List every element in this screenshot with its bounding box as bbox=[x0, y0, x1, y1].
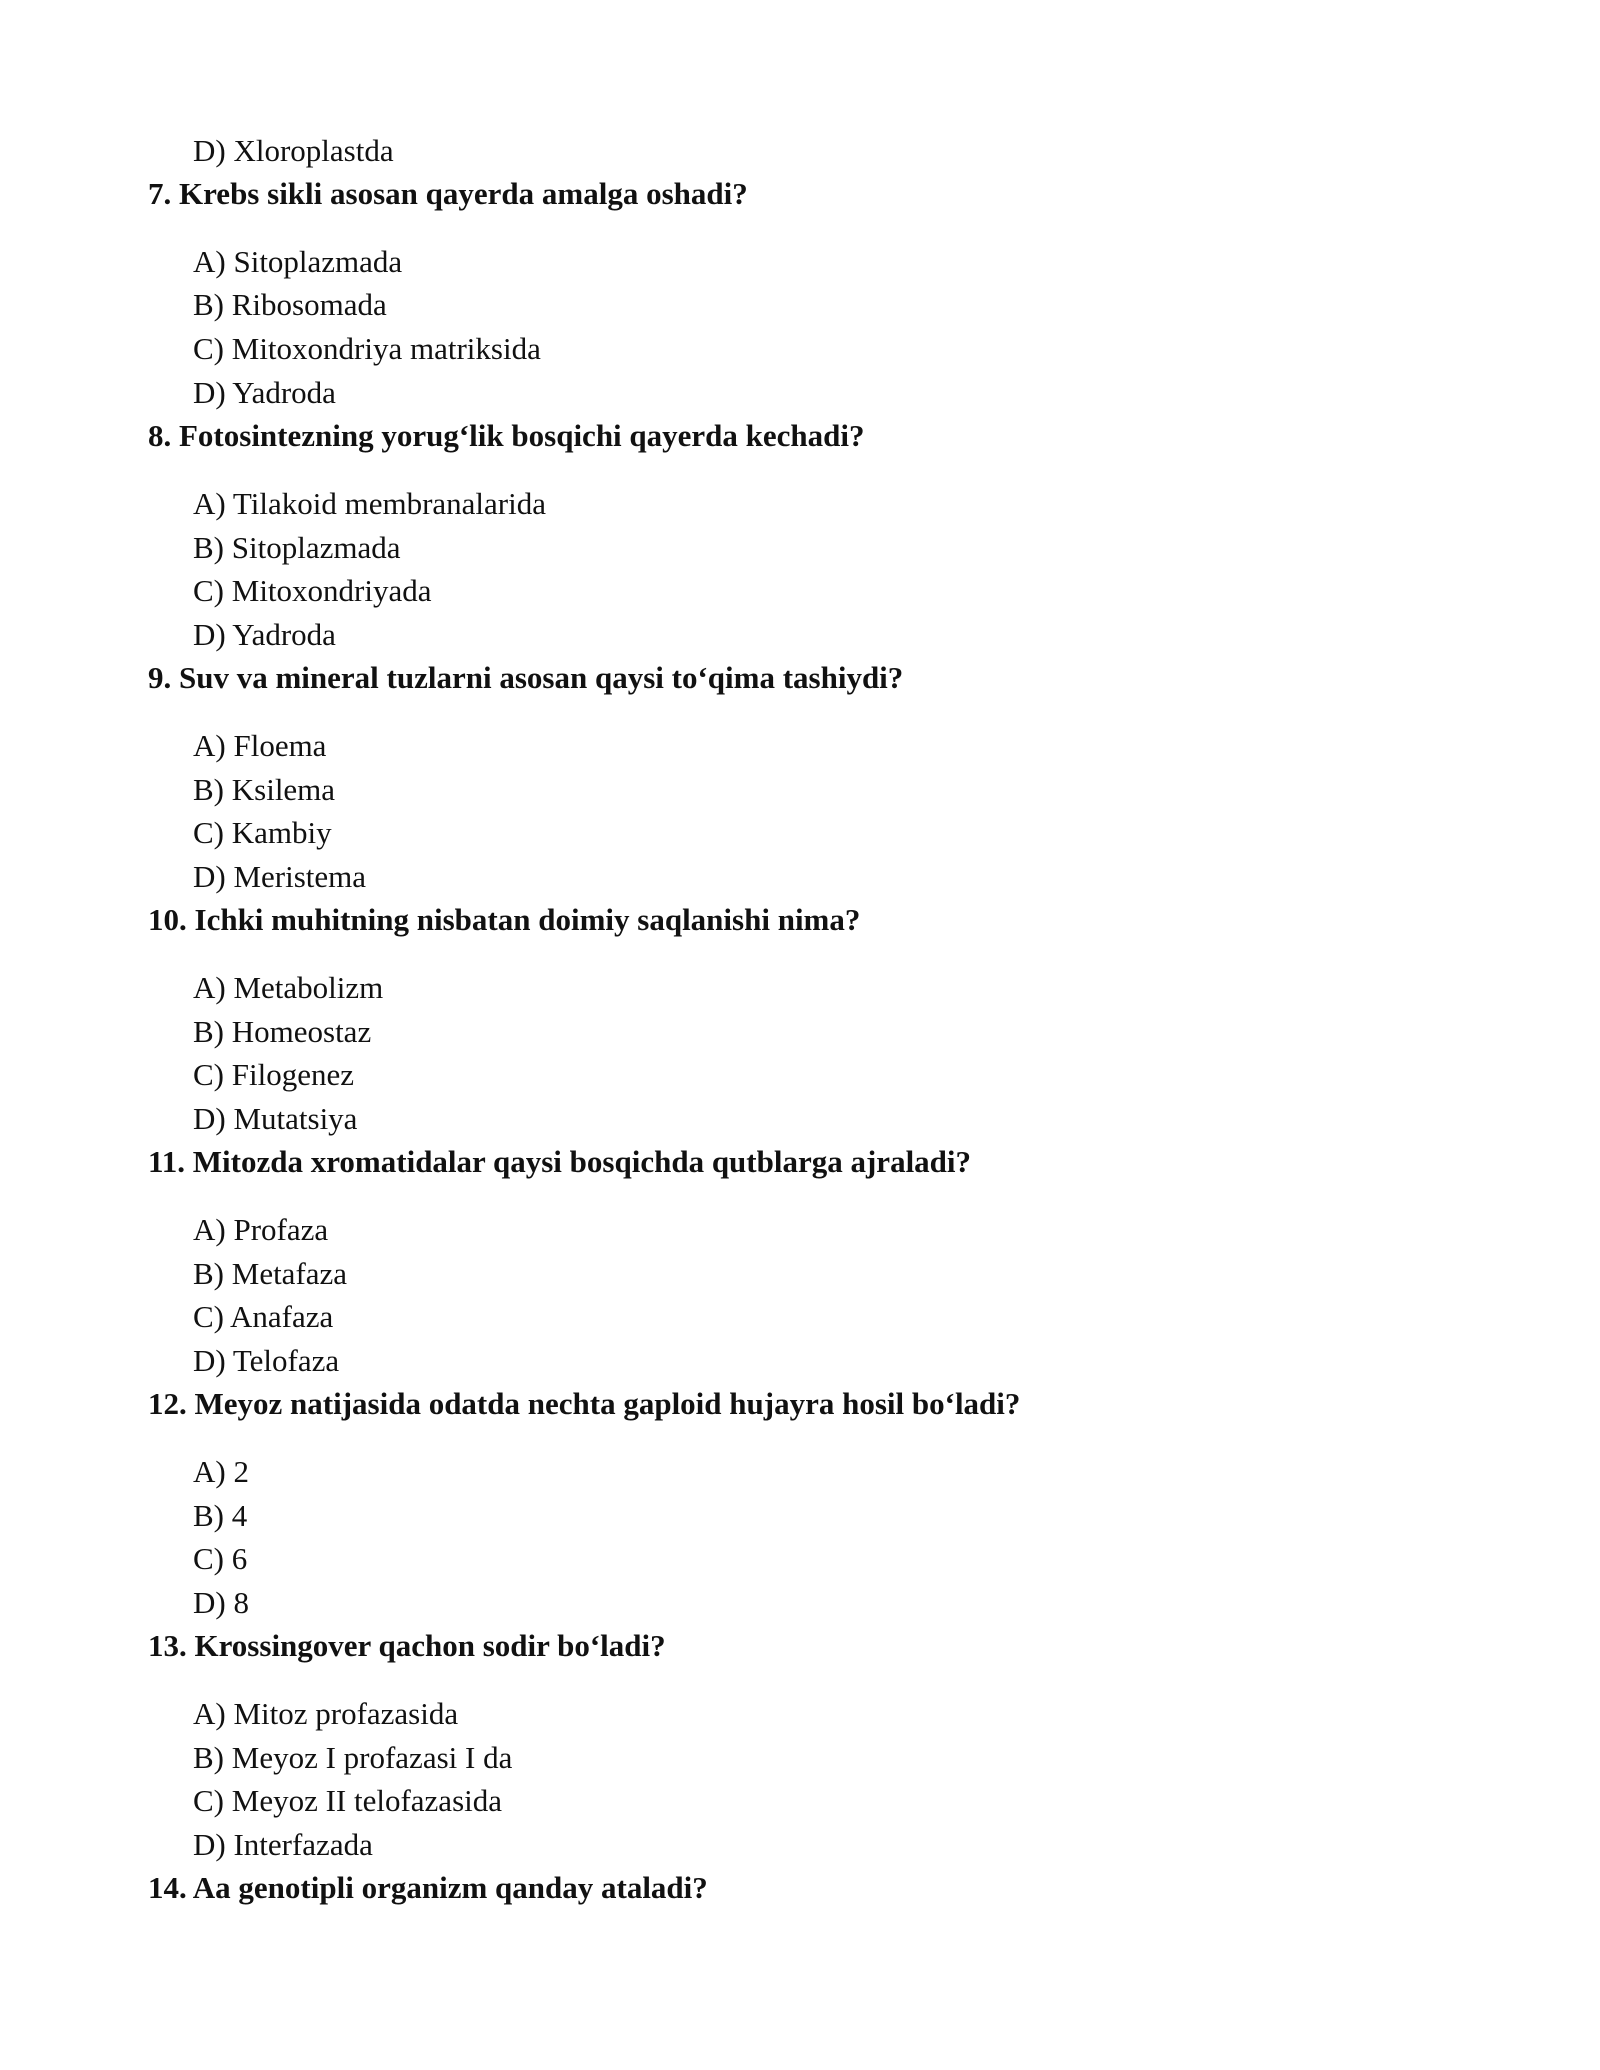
option-a-q7: A) Sitoplazmada bbox=[193, 244, 403, 279]
option-b-q12: B) 4 bbox=[193, 1498, 248, 1533]
option-a-q9: A) Floema bbox=[193, 728, 327, 763]
option-c-q8: C) Mitoxondriyada bbox=[193, 573, 432, 608]
option-d-q12: D) 8 bbox=[193, 1585, 249, 1620]
option-d-q11: D) Telofaza bbox=[193, 1343, 340, 1378]
option-a-q11: A) Profaza bbox=[193, 1212, 329, 1247]
option-c-q13: C) Meyoz II telofazasida bbox=[193, 1783, 503, 1818]
question-9: 9. Suv va mineral tuzlarni asosan qaysi to‘qima tashiydi? bbox=[148, 660, 904, 695]
option-a-q8: A) Tilakoid membranalarida bbox=[193, 486, 546, 521]
option-c-q9: C) Kambiy bbox=[193, 815, 332, 850]
question-12: 12. Meyoz natijasida odatda nechta gaploid hujayra hosil bo‘ladi? bbox=[148, 1386, 1021, 1421]
question-13: 13. Krossingover qachon sodir bo‘ladi? bbox=[148, 1628, 666, 1663]
question-14: 14. Aa genotipli organizm qanday ataladi? bbox=[148, 1870, 708, 1905]
question-7: 7. Krebs sikli asosan qayerda amalga oshadi? bbox=[148, 176, 748, 211]
option-a-q10: A) Metabolizm bbox=[193, 970, 384, 1005]
option-b-q8: B) Sitoplazmada bbox=[193, 530, 401, 565]
question-10: 10. Ichki muhitning nisbatan doimiy saqlanishi nima? bbox=[148, 902, 861, 937]
option-d-q7: D) Yadroda bbox=[193, 375, 336, 410]
option-d-q9: D) Meristema bbox=[193, 859, 367, 894]
option-d-q13: D) Interfazada bbox=[193, 1827, 373, 1862]
option-b-q11: B) Metafaza bbox=[193, 1256, 348, 1291]
option-c-q10: C) Filogenez bbox=[193, 1057, 354, 1092]
option-d-q8: D) Yadroda bbox=[193, 617, 336, 652]
option-c-q12: C) 6 bbox=[193, 1541, 248, 1576]
option-b-q13: B) Meyoz I profazasi I da bbox=[193, 1740, 513, 1775]
question-11: 11. Mitozda xromatidalar qaysi bosqichda qutblarga ajraladi? bbox=[148, 1144, 972, 1179]
option-b-q10: B) Homeostaz bbox=[193, 1014, 372, 1049]
option-c-q7: C) Mitoxondriya matriksida bbox=[193, 331, 541, 366]
option-d-q6: D) Xloroplastda bbox=[193, 133, 394, 168]
option-b-q7: B) Ribosomada bbox=[193, 287, 387, 322]
question-8: 8. Fotosintezning yorug‘lik bosqichi qayerda kechadi? bbox=[148, 418, 865, 453]
option-d-q10: D) Mutatsiya bbox=[193, 1101, 358, 1136]
option-c-q11: C) Anafaza bbox=[193, 1299, 334, 1334]
option-b-q9: B) Ksilema bbox=[193, 772, 336, 807]
option-a-q13: A) Mitoz profazasida bbox=[193, 1696, 459, 1731]
option-a-q12: A) 2 bbox=[193, 1454, 249, 1489]
